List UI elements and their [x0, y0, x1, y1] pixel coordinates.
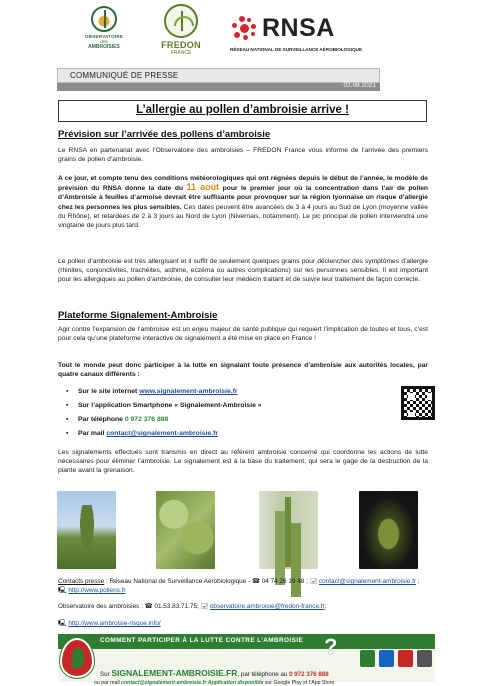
- mail-icon: [398, 650, 413, 667]
- observatoire-contacts: [58, 602, 428, 611]
- forecast-bold-b: pour le premier jour où la concentration dans l’air de pollen d’Ambroisie à feuilles d’armoise devrait être suffisante pour provoquer sur la région lyonnaise un risque d’allergie chez les personnes les plus sensibles.: [58, 185, 429, 211]
- observatoire-ambroisies-logo: [82, 6, 126, 62]
- participation-banner: [58, 634, 435, 686]
- channel-mail: [66, 427, 356, 441]
- qr-code-icon[interactable]: [401, 386, 435, 420]
- fredon-emblem-icon: [164, 4, 198, 38]
- rnsa-logo-name: RNSA: [262, 14, 335, 42]
- channels-list: [66, 385, 356, 441]
- rnsa-logo-sub: RÉSEAU NATIONAL DE SURVEILLANCE AÉROBIOLOGIQUE: [230, 47, 363, 52]
- title-box: [58, 100, 427, 122]
- banner-l2-a: ou par mail: [94, 680, 122, 686]
- section1-forecast: [58, 174, 428, 230]
- banner-l1-b: , par téléphone au: [237, 671, 290, 678]
- question-mark-icon: ?: [324, 634, 338, 659]
- contacts-rnsa-web[interactable]: http://www.pollens.fr: [68, 587, 126, 594]
- section2-intro: Agir contre l’expansion de l’ambroisie est un enjeu majeur de santé publique qui requiert l’implication de toutes et tous, c’est pour cela qu’une plateforme interactive de signalement a été mise en place en France !: [58, 326, 428, 343]
- ambroisie-photo-plant: [259, 491, 318, 569]
- fredon-logo: [158, 4, 204, 64]
- obs-logo-line1: OBSERVATOIRE: [84, 34, 124, 39]
- channel-phone: [66, 413, 356, 427]
- channel-website-prefix: Sur le site internet: [78, 388, 140, 395]
- fredon-logo-name: FREDON: [161, 40, 201, 50]
- channel-app-text: Sur l’application Smartphone « Signalement-Ambroisie »: [78, 402, 262, 409]
- ambroisie-photo-flower: [359, 491, 418, 569]
- channel-website: [66, 385, 356, 399]
- obs-logo-line2: des: [100, 39, 108, 44]
- contacts-label: Contacts presse: [58, 578, 105, 585]
- banner-title: COMMENT PARTICIPER À LA LUTTE CONTRE L’AMBROISIE: [100, 637, 304, 644]
- section1-allergy: Le pollen d’ambroisie est très allergisant et il suffit de seulement quelques grains pour déclencher des symptômes d’allergie (rhinites, conjonctivites, trachéites, asthme, eczéma ou autres complications) sur les personnes sensibles. Il est important pour les allergiques au pollen d’ambroisie, de consulter leur médecin traitant et de suivre leur traitement de façon correcte.: [58, 258, 428, 284]
- forecast-date: 11 août: [186, 182, 220, 193]
- observatoire-web: [58, 619, 428, 628]
- press-release-bar: [57, 68, 380, 83]
- rnsa-logo: [230, 14, 370, 58]
- banner-top: [58, 634, 435, 649]
- channel-website-link[interactable]: www.signalement-ambroisie.fr: [139, 388, 238, 395]
- banner-phone[interactable]: 0 972 376 888: [289, 671, 329, 678]
- press-contacts: [58, 577, 428, 595]
- contacts-sep: ; 🖳: [58, 578, 420, 594]
- press-release-label: COMMUNIQUÉ DE PRESSE: [70, 71, 179, 80]
- banner-line2: [94, 680, 334, 686]
- banner-app: Application disponible: [207, 680, 264, 686]
- ambroisie-photo-field: [57, 491, 116, 569]
- bullet-icon: ▪: [66, 402, 69, 409]
- page-header: [0, 0, 483, 66]
- channel-phone-number[interactable]: 0 972 376 888: [124, 416, 169, 423]
- banner-mail[interactable]: contact@signalement-ambroisie.fr: [121, 680, 207, 686]
- obs-logo-line3: AMBROISIES: [88, 44, 120, 50]
- banner-line1: [100, 668, 329, 678]
- ambroisie-leaf-icon: [60, 638, 94, 678]
- section1-heading: Prévision sur l’arrivée des pollens d’ambroisie: [58, 129, 271, 140]
- ambroisie-photo-leaves: [156, 491, 215, 569]
- smartphone-icon: [417, 650, 432, 667]
- channel-phone-prefix: Par téléphone: [78, 416, 125, 423]
- rnsa-dots-icon: [230, 16, 260, 44]
- obs-web-link[interactable]: http://www.ambroisie-risque.info/: [68, 620, 161, 627]
- web-icon: [379, 650, 394, 667]
- channel-mail-link[interactable]: contact@signalement-ambroisie.fr: [106, 430, 218, 437]
- section2-channels-intro: Tout le monde peut donc participer à la lutte en signalant toute présence d’ambroisie aux autorités locales, par quatre canaux différents :: [58, 362, 428, 379]
- obs-contact-end: ;: [324, 603, 327, 610]
- computer-icon: 🖳: [58, 620, 69, 627]
- release-date: 02.08.2021: [343, 82, 376, 89]
- banner-site[interactable]: SIGNALEMENT-AMBROISIE.FR: [111, 668, 238, 678]
- phone-icon: [360, 650, 375, 667]
- banner-l1-a: Sur: [100, 671, 112, 678]
- section1-intro: Le RNSA en partenariat avec l’Observatoire des ambroisies – FREDON France vous informe de l’arrivée des premiers grains de pollen d’ambroisie.: [58, 147, 428, 164]
- forecast-rest: Ces dates peuvent être avancées de 3 à 4 jours au Sud de Lyon (moyenne vallée du Rhône), et retardées de 2 à 3 jours au Nord de Lyon (Nivernais, notamment). Le pic principal de pollen interviendra une vingtaine de jours plus tard.: [58, 203, 428, 230]
- forecast-bold-a: A ce jour, et compte tenu des conditions météorologiques qui ont régnées depuis le début de l’année, le modèle de prévision du RNSA donne la date du: [58, 175, 428, 193]
- ambroisie-plant-icon: [91, 6, 117, 32]
- contact-channel-icons: [360, 650, 434, 668]
- banner-l2-b: sur Google Play et l’App Store: [263, 680, 335, 686]
- bullet-icon: ▪: [66, 430, 69, 437]
- obs-contact-mail[interactable]: observatoire.ambroisie@fredon-france.fr: [209, 603, 325, 610]
- bullet-icon: ▪: [66, 388, 69, 395]
- obs-contact-text: Observatoire des ambroisies : ☎ 01.53.83.71.75; 🖃: [58, 603, 210, 610]
- bullet-icon: ▪: [66, 416, 69, 423]
- page-title: L’allergie au pollen d’ambroisie arrive !: [136, 104, 349, 116]
- fredon-logo-sub: FRANCE: [170, 50, 192, 56]
- section2-heading: Plateforme Signalement-Ambroisie: [58, 310, 218, 321]
- contacts-rnsa-mail[interactable]: contact@signalement-ambroisie.fr: [318, 578, 416, 585]
- date-bar: [57, 83, 380, 91]
- channel-mail-prefix: Par mail: [78, 430, 107, 437]
- channel-app: [66, 399, 356, 413]
- section2-process: Les signalements effectués sont transmis en direct au référent ambroisie concerné qui coordonne les actions de lutte nécessaires pour éliminer l’ambroisie. Le signalement est à la base du traitement, qui sera le gage de la destruction de la plante avant la grenaison.: [58, 449, 428, 475]
- contacts-rnsa-text: : Réseau National de Surveillance Aérobiologique - ☎ 04 74 26 19 48 ; 🖃: [104, 578, 319, 585]
